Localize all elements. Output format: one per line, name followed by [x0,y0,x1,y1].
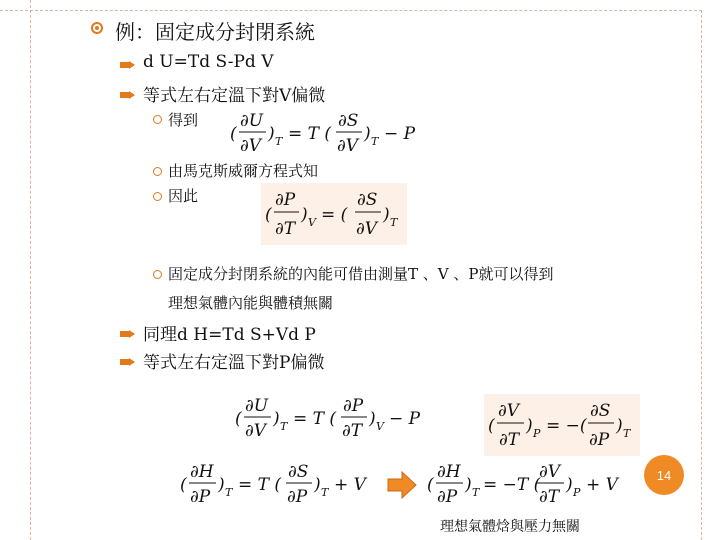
therefore-label: 因此 [168,187,199,205]
result-label: 得到 [168,111,199,129]
svg-text:∂P: ∂P [437,487,458,507]
bullet-icon [153,115,162,124]
svg-text:∂V: ∂V [245,421,267,441]
svg-text:): ) [364,124,371,144]
slide-frame-left [30,0,31,540]
svg-text:): ) [218,475,225,495]
svg-text:(: ( [180,475,187,495]
svg-text:= T (: = T ( [238,475,282,495]
svg-text:T: T [472,486,480,499]
svg-text:T: T [623,427,631,440]
bullet-icon [153,192,162,201]
svg-text:P: P [533,427,541,440]
svg-text:∂S: ∂S [590,401,611,421]
svg-text:): ) [314,475,321,495]
svg-text:∂T: ∂T [499,430,520,450]
svg-text:): ) [273,409,280,429]
svg-text:(: ( [488,416,495,436]
bullet-icon [153,167,162,176]
enthalpy-differential-text: 同理d H=Td S+Vd P [143,325,316,345]
svg-text:T: T [371,135,379,148]
equation-dU-dV-maxwell [233,392,433,446]
svg-text:= −(: = −( [546,416,587,436]
svg-text:(: ( [235,409,242,429]
bullet-icon [153,270,162,279]
conclusion-line-2: 理想氣體內能與體積無關 [168,294,334,312]
svg-text:∂V: ∂V [498,401,520,421]
svg-text:T: T [275,135,283,148]
arrow-bullet-icon [120,358,135,366]
svg-text:T: T [321,486,329,499]
svg-text:= T (: = T ( [293,409,337,429]
svg-text:P: P [573,486,581,499]
svg-text:∂H: ∂H [437,462,461,482]
svg-text:∂P: ∂P [275,190,296,210]
svg-text:+ V: + V [334,475,366,495]
svg-text:= T (: = T ( [288,124,332,144]
svg-text:): ) [616,416,623,436]
svg-text:(: ( [427,475,434,495]
svg-text:): ) [383,205,390,225]
svg-text:∂U: ∂U [240,111,264,131]
svg-text:T: T [390,216,398,229]
maxwell-text: 由馬克斯威爾方程式知 [168,162,319,180]
bullet-icon [91,22,103,34]
svg-text:∂P: ∂P [589,430,610,450]
arrow-bullet-icon [120,330,135,338]
slide-title: 例：固定成分封閉系統 [115,20,315,44]
svg-text:(: ( [265,205,272,225]
right-arrow-icon [387,470,417,500]
arrow-bullet-icon [120,91,135,99]
svg-text:): ) [566,475,573,495]
svg-text:∂T: ∂T [275,219,296,239]
svg-text:∂V: ∂V [337,136,359,156]
maxwell-relation-equation [261,183,407,245]
differential-energy-text: d U=Td S-Pd V [143,52,274,72]
svg-text:= (: = ( [321,205,348,225]
svg-text:T: T [280,420,288,433]
svg-text:+ V: + V [586,475,618,495]
page-number-badge: 14 [644,455,684,495]
svg-text:): ) [268,124,275,144]
svg-text:∂S: ∂S [338,111,359,131]
svg-text:∂P: ∂P [190,487,211,507]
svg-text:∂V: ∂V [356,219,378,239]
equation-dH-dP-maxwell [425,458,630,512]
svg-text:∂P: ∂P [343,396,364,416]
svg-text:): ) [369,409,376,429]
slide-frame-top [0,10,702,11]
svg-text:− P: − P [384,124,416,144]
svg-text:∂U: ∂U [245,396,269,416]
svg-text:∂P: ∂P [287,487,308,507]
svg-text:): ) [465,475,472,495]
svg-text:∂S: ∂S [288,462,309,482]
conclusion-line-1: 固定成分封閉系統的內能可借由測量T 、V 、P就可以得到 [168,265,554,283]
svg-text:∂T: ∂T [539,487,560,507]
equation-dH-dP [178,458,378,512]
svg-text:T: T [225,486,233,499]
svg-text:− P: − P [389,409,421,429]
svg-text:∂S: ∂S [357,190,378,210]
partial-V-text: 等式左右定溫下對V偏微 [143,86,326,106]
svg-text:∂H: ∂H [190,462,214,482]
arrow-bullet-icon [120,61,135,69]
svg-text:V: V [308,216,316,229]
maxwell-relation-P-equation [484,394,640,456]
svg-text:V: V [376,420,384,433]
partial-P-text: 等式左右定溫下對P偏微 [143,353,325,373]
svg-text:= −T (: = −T ( [483,475,541,495]
svg-text:(: ( [230,124,237,144]
svg-text:∂V: ∂V [240,136,262,156]
slide-frame-right [701,10,702,540]
svg-text:∂V: ∂V [539,462,561,482]
svg-text:): ) [301,205,308,225]
equation-dU-dV [228,107,433,157]
enthalpy-caption: 理想氣體焓與壓力無關 [440,519,580,535]
svg-text:∂T: ∂T [342,421,363,441]
svg-text:): ) [526,416,533,436]
